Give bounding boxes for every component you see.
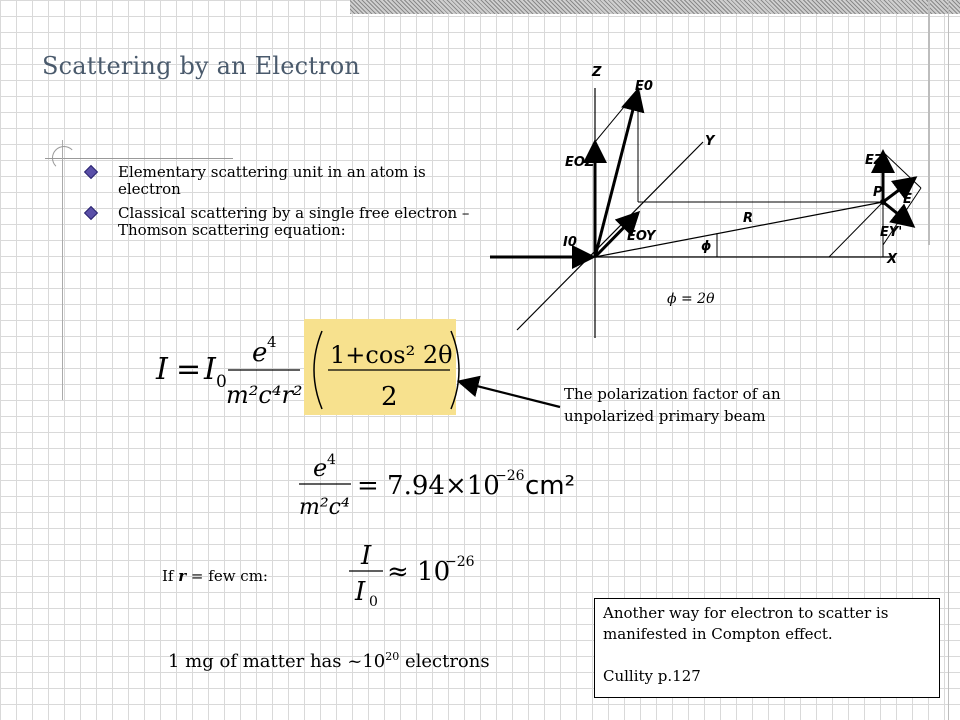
const-num: e xyxy=(313,454,328,482)
x-label: X xyxy=(887,252,898,267)
ratio-num: I xyxy=(361,541,372,571)
diamond-bullet-icon xyxy=(84,165,98,179)
ratio-equation xyxy=(345,538,475,608)
ez-label: EZ xyxy=(865,153,884,168)
ey-label: EY' xyxy=(880,225,903,240)
note-line: Another way for electron to scatter is manifested in Compton effect. xyxy=(603,604,889,643)
phi-label: ϕ xyxy=(701,239,712,254)
eq-den: m²c⁴r² xyxy=(226,381,303,409)
left-guide-line xyxy=(62,140,63,400)
constant-equation xyxy=(295,450,576,522)
const-exp: −26 xyxy=(495,468,525,484)
ratio-den-sub: 0 xyxy=(369,594,378,610)
construction-line xyxy=(883,152,921,188)
e-label: E xyxy=(903,192,912,207)
bullet-list xyxy=(86,164,486,246)
slide-title: Scattering by an Electron xyxy=(42,52,361,80)
eoy-label: EOY xyxy=(627,229,656,244)
callout-arrow xyxy=(455,375,565,415)
ratio-value: ≈ 10 xyxy=(387,557,451,587)
electron-count-text: 1 mg of matter has $\sim 10^{20}$ electrons xyxy=(168,650,490,672)
corner-arc-decoration xyxy=(52,146,76,170)
right-edge-line xyxy=(948,0,949,720)
p-label: P xyxy=(873,185,883,200)
eq-equals: = xyxy=(176,352,202,387)
top-decorative-bar xyxy=(350,0,960,14)
thomson-equation xyxy=(150,325,460,415)
eq-i0-sub: 0 xyxy=(216,372,227,392)
const-den: m²c⁴ xyxy=(299,495,350,520)
eq-pol-num: 1+cos² 2θ xyxy=(330,341,453,369)
compton-note-box xyxy=(594,598,940,698)
bullet-item: Elementary scattering unit in an atom is electron xyxy=(86,164,486,198)
diamond-bullet-icon xyxy=(84,206,98,220)
eoz-label: EOZ xyxy=(565,155,595,170)
eq-i0: I xyxy=(204,352,216,387)
e0-label: E0 xyxy=(635,79,653,94)
bullet-item: Classical scattering by a single free electron – Thomson scattering equation: xyxy=(86,205,486,239)
eq-lhs: I xyxy=(156,352,168,387)
eq-num-exp: 4 xyxy=(267,333,277,351)
const-unit: cm² xyxy=(525,471,576,501)
phi-theta-relation: ϕ = 2θ xyxy=(667,291,715,307)
y-label: Y xyxy=(705,134,715,149)
r-label: R xyxy=(743,211,754,226)
const-value: = 7.94×10 xyxy=(357,471,500,501)
scattering-geometry-diagram xyxy=(485,60,930,350)
ratio-exp: −26 xyxy=(445,554,475,570)
i0-label: I0 xyxy=(563,235,577,250)
eq-num: e xyxy=(252,338,268,368)
condition-text: If r = few cm: xyxy=(162,567,268,585)
polarization-callout: The polarization factor of an unpolarized primary beam xyxy=(564,385,781,425)
const-num-exp: 4 xyxy=(327,452,336,468)
ratio-den: I xyxy=(355,577,366,607)
z-label: Z xyxy=(592,65,602,80)
note-reference: Cullity p.127 xyxy=(603,667,701,685)
eq-pol-den: 2 xyxy=(381,382,398,412)
